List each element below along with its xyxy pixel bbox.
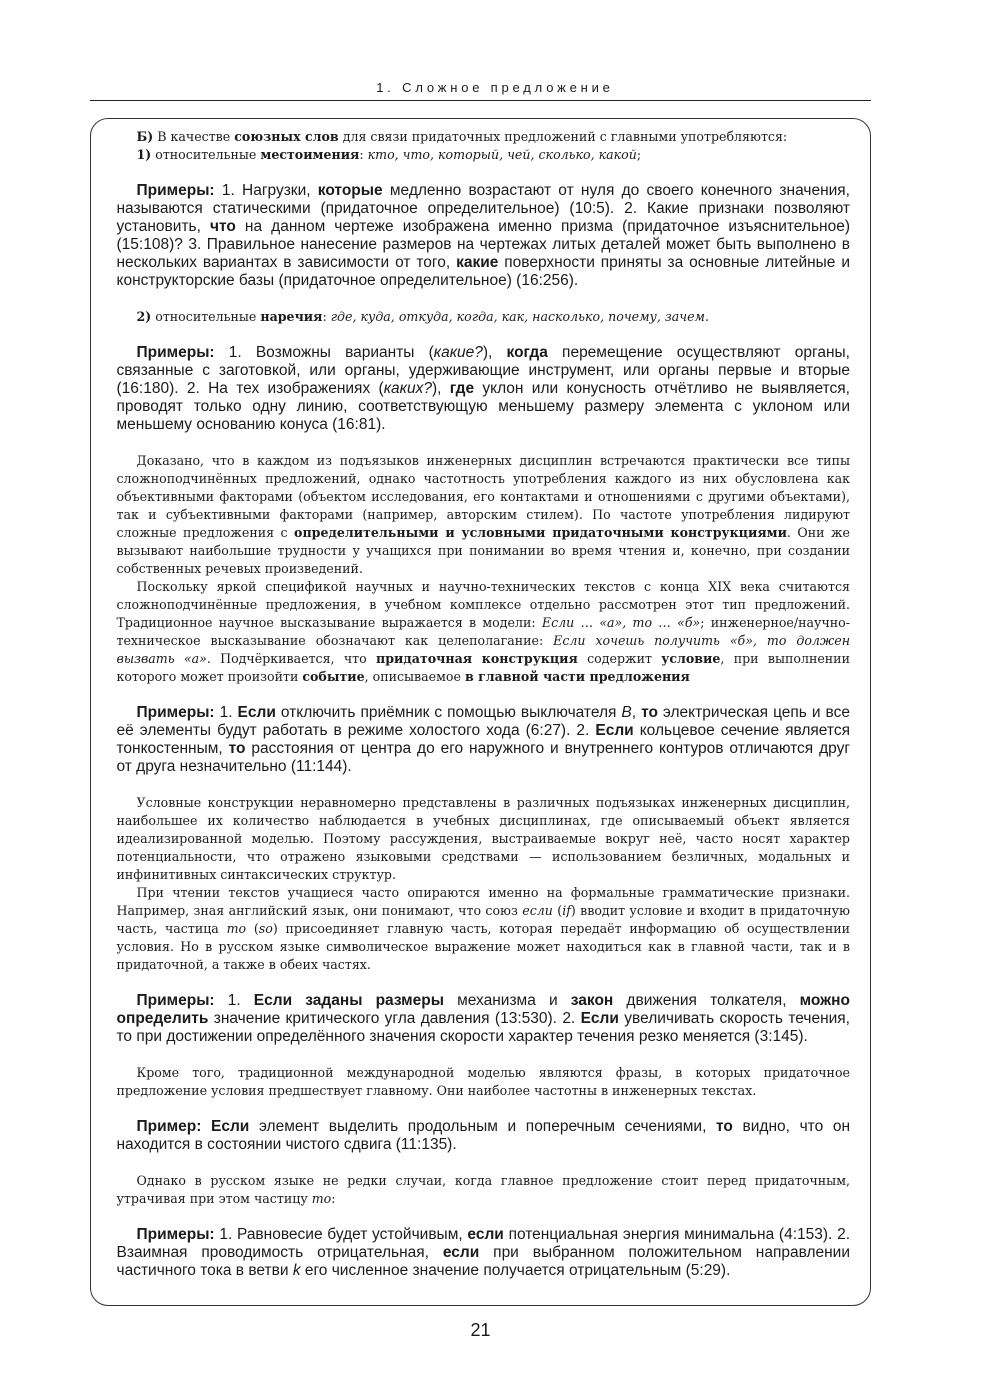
paragraph-scientific-statement-model — [117, 578, 851, 686]
examples-relative-adverbs — [117, 344, 851, 434]
italic-text-run: каких? — [383, 379, 432, 397]
bold-text-run: в главной части предложения — [464, 668, 690, 684]
bold-text-run: если — [467, 1225, 504, 1243]
text-run: расстояния от центра до его наружного и внутреннего контуров отличаются друг от друга незначительно (11:144). — [116, 739, 851, 775]
text-run: Поскольку яркой спецификой научных и научно-технических текстов с конца XIX века считаются сложноподчинённые предложения, в учебном комплексе отдельно рассмотрен этот тип предложений. Традиционное научное высказывание выражается в модели: — [116, 578, 850, 630]
text-run: : — [322, 308, 331, 324]
text-run: для связи придаточных предложений с главными употребляются: — [338, 128, 788, 144]
text-run: кольцевое сечение является тонкостенным, — [116, 721, 850, 757]
text-run: перемещение осуществляют органы, связанные с заготовкой, или органы, удерживающие инструмент, или органы первые и вторые (16:180). 2. На тех изображениях ( — [116, 343, 850, 397]
text-run: ), — [431, 379, 450, 397]
bold-text-run: условие — [661, 650, 721, 666]
text-run: ), — [482, 343, 507, 361]
text-run: , — [631, 703, 642, 721]
text-run: значение критического угла давления (13:530). 2. — [208, 1009, 581, 1027]
page-number: 21 — [470, 1320, 491, 1340]
examples-postposed-condition — [117, 1226, 851, 1280]
bold-text-run: Если заданы размеры — [253, 991, 444, 1009]
text-run: ; — [636, 146, 642, 162]
paragraph-postposed-clause — [117, 1172, 851, 1208]
text-run: содержит — [577, 650, 662, 666]
bold-text-run: можно определить — [116, 991, 851, 1027]
italic-text-run: то — [226, 920, 247, 936]
bold-text-run: когда — [506, 343, 548, 361]
bold-text-run: то — [641, 703, 658, 721]
text-run: ; инженерное/научно-техническое высказывание обозначают как целеполагание: — [116, 614, 851, 648]
bold-text-run: Если — [595, 721, 634, 739]
examples-conditional-markers — [117, 992, 851, 1046]
text-run: В качестве — [153, 128, 235, 144]
bold-text-run: Если — [237, 703, 276, 721]
text-run: 1. Равновесие будет устойчивым, — [214, 1225, 468, 1243]
example-preposed-condition — [117, 1118, 851, 1154]
examples-relative-pronouns — [117, 182, 851, 290]
text-run: элемент выделить продольным и поперечным сечениями, — [249, 1117, 717, 1135]
italic-text-run: so — [258, 920, 273, 936]
bold-text-run: союзных слов — [234, 128, 339, 144]
bold-text-run: где — [449, 379, 475, 397]
bold-text-run: то — [716, 1117, 733, 1135]
text-run: движения толкателя, — [613, 991, 800, 1009]
text-run: : — [331, 1190, 336, 1206]
bold-text-run: Примеры: — [136, 703, 215, 721]
text-run: на данном чертеже изображена именно призма (придаточное изъяснительное) (15:108)? 3. Правильное нанесение размеров на чертежах литых деталей может быть выполнено в нескольких вариантах в зависимости от того, — [116, 217, 850, 271]
text-run: 1. — [214, 703, 238, 721]
text-run: поверхности приняты за основные литейные и конструкторские базы (придаточное определительное) (16:256). — [116, 253, 850, 289]
italic-text-run: где, куда, откуда, когда, как, насколько, почему, зачем. — [330, 308, 709, 324]
examples-conditional-if-then — [117, 704, 851, 776]
bold-text-run: событие — [302, 668, 365, 684]
bold-text-run: определительными и условными придаточными конструкциями — [294, 524, 787, 540]
bold-text-run: Б) — [136, 128, 154, 144]
text-run: , при выполнении которого может произойти — [116, 650, 850, 684]
text-run: медленно возрастают от нуля до своего конечного значения, называются статическими (придаточное определительное) (10:5). 2. Какие признаки позволяют установить, — [116, 181, 850, 235]
bold-text-run: местоимения — [260, 146, 360, 162]
text-run: относительные — [151, 308, 261, 324]
text-run: ( — [246, 920, 259, 936]
italic-text-run: кто, что, который, чей, сколько, какой — [367, 146, 637, 162]
bold-text-run: наречия — [260, 308, 323, 324]
italic-text-run: Если … «а», то … «б» — [541, 614, 701, 630]
paragraph-reading-cues — [117, 884, 851, 974]
italic-text-run: если — [522, 902, 553, 918]
text-run: механизма и — [443, 991, 571, 1009]
text-run: Доказано, что в каждом из подъязыков инженерных дисциплин встречаются практически все типы сложноподчинённых предложений, однако частотность употребления каждого из них обусловлена как объективными факторами (объектом исследования, его контактами и отношениями с другими объектами), так и субъективными факторами (например, авторским стилем). По частоте употребления лидируют сложные предложения с — [116, 452, 850, 540]
paragraph-subordinate-frequency — [117, 452, 851, 578]
text-run: ) присоединяет главную часть, которая передаёт информацию об осуществлении условия. Но в русском языке символическое выражение может находиться как в главной части, так и в придаточной, а также в обеих частях. — [116, 920, 850, 972]
bold-text-run: если — [442, 1243, 480, 1261]
header-rule — [90, 100, 871, 101]
bold-text-run: что — [210, 217, 236, 235]
bold-text-run: Примеры: — [136, 1225, 215, 1243]
list-item-relative-pronouns — [117, 146, 851, 164]
text-run: при выбранном положительном направлении частичного тока в ветви — [116, 1243, 850, 1279]
text-run: потенциальная энергия минимальна (4:153). 2. Взаимная проводимость отрицательная, — [116, 1225, 851, 1261]
text-run: Условные конструкции неравномерно представлены в различных подъязыках инженерных дисциплин, наибольшее их количество наблюдается в учебных дисциплинах, где описываемый объект является идеализированной моделью. Поэтому рассуждения, выстраиваемые вокруг неё, часто носят характер потенциальности, что отражено языковыми средствами — использованием безличных, модальных и инфинитивных синтаксических структур. — [116, 794, 850, 882]
italic-text-run: k — [292, 1261, 301, 1279]
bold-text-run: Примеры: — [136, 181, 215, 199]
text-run: . Они же вызывают наибольшие трудности у учащихся при понимании во время чтения и, конечно, при создании собственных речевых произведений. — [116, 524, 850, 576]
italic-text-run: Если хочешь получить «б», то должен вызвать «а» — [116, 632, 850, 666]
bold-text-run: 2) — [136, 308, 152, 324]
text-run: 1. Нагрузки, — [214, 181, 318, 199]
text-run: . Подчёркивается, что — [206, 650, 377, 666]
bold-text-run: закон — [570, 991, 614, 1009]
text-run: электрическая цепь и все её элементы будут работать в режиме холостого хода (6:27). 2. — [116, 703, 850, 739]
bold-text-run: Примеры: — [136, 991, 215, 1009]
text-run: При чтении текстов учащиеся часто опираются именно на формальные грамматические признаки. Например, зная английский язык, они понимают, что союз — [116, 884, 850, 918]
paragraph-international-model — [117, 1064, 851, 1100]
paragraph-conjunctive-words-intro — [117, 128, 851, 146]
bold-text-run: то — [228, 739, 246, 757]
text-run: 1. — [214, 991, 254, 1009]
running-head: 1. Сложное предложение — [376, 80, 614, 95]
text-run: увеличивать скорость течения, то при достижении определённого значения скорости характер течения резко меняется (3:145). — [116, 1009, 850, 1045]
text-run: : — [359, 146, 368, 162]
text-run: ( — [552, 902, 563, 918]
italic-text-run: то — [311, 1190, 332, 1206]
text-run: ) вводит условие и входит в придаточную часть, частица — [116, 902, 851, 936]
bold-text-run: Примеры: — [136, 343, 215, 361]
text-run: отключить приёмник с помощью выключателя — [275, 703, 622, 721]
italic-text-run: В — [621, 703, 632, 721]
bold-text-run: Если — [580, 1009, 619, 1027]
italic-text-run: какие? — [433, 343, 483, 361]
text-run: 1. Возможны варианты ( — [214, 343, 434, 361]
text-run: Однако в русском языке не редки случаи, когда главное предложение стоит перед придаточным, утрачивая при этом частицу — [116, 1172, 850, 1206]
bold-text-run: Пример: Если — [136, 1117, 250, 1135]
list-item-relative-adverbs — [117, 308, 851, 326]
text-run: , описываемое — [364, 668, 465, 684]
bold-text-run: которые — [317, 181, 383, 199]
text-run: уклон или конусность отчётливо не выявляется, проводят только одну линию, соответствующую меньшему размеру элемента с уклоном или меньшему основанию конуса (16:81). — [116, 379, 850, 433]
bold-text-run: какие — [456, 253, 499, 271]
text-run: Кроме того, традиционной международной моделью являются фразы, в которых придаточное предложение условия предшествует главному. Они наиболее частотны в инженерных текстах. — [116, 1064, 850, 1098]
paragraph-conditional-constructions — [117, 794, 851, 884]
text-run: видно, что он находится в состоянии чистого сдвига (11:135). — [116, 1117, 851, 1153]
content-frame — [90, 118, 871, 1306]
bold-text-run: придаточная конструкция — [376, 650, 578, 666]
text-run: относительные — [151, 146, 261, 162]
bold-text-run: 1) — [136, 146, 152, 162]
text-run: его численное значение получается отрицательным (5:29). — [300, 1261, 731, 1279]
italic-text-run: if — [562, 902, 571, 918]
